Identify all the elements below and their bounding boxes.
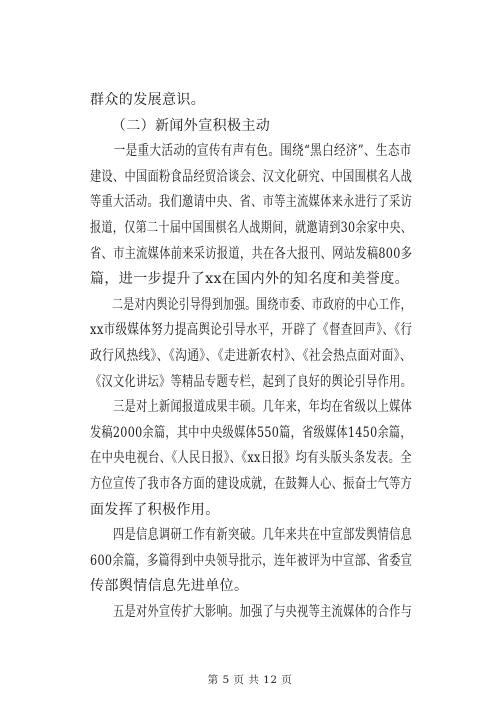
text-line: 省、市主流媒体前来采访报道，共在各大报刊、网站发稿800多 [90,245,413,262]
text-line: 三是对上新闻报道成果丰硕。几年来，年均在省级以上媒体 [90,399,413,416]
text-line: 二是对内舆论引导得到加强。围绕市委、市政府的中心工作， [90,296,412,313]
text-line: 四是信息调研工作有新突破。几年来共在中宣部发舆情信息 [90,527,413,544]
body-text [90,88,412,625]
page-footer: 第 5 页 共 12 页 [207,674,293,686]
text-line: 在中央电视台、《人民日报》、《xx日报》均有头版头条发表。全 [90,450,412,467]
text-line: 建设、中国面粉食品经贸洽谈会、汉文化研究、中国围棋名人战 [90,168,413,185]
text-line: 《汉文化讲坛》等精品专题专栏，起到了良好的舆论引导作用。 [90,373,413,390]
text-line: 政行风热线》、《沟通》、《走进新农村》、《社会热点面对面》、 [90,347,412,364]
text-line: 面发挥了积极作用。 [90,501,220,518]
text-line: 一是重大活动的宣传有声有色。围绕“黑白经济”、生态市 [90,143,412,160]
text-line: 篇，进一步提升了xx在国内外的知名度和美誉度。 [90,271,409,288]
text-line: 等重大活动。我们邀请中央、省、市等主流媒体来永进行了采访 [90,194,413,211]
text-line: 报道，仅第二十届中国围棋名人战期间，就邀请到30余家中央、 [90,219,413,236]
text-line: 发稿2000余篇，其中中央级媒体550篇，省级媒体1450余篇， [90,424,412,441]
text-line: 传部舆情信息先进单位。 [90,578,249,595]
text-line: 600余篇，多篇得到中央领导批示，连年被评为中宣部、省委宣 [90,552,413,569]
text-line: （二）新闻外宣积极主动 [90,117,271,134]
text-line: 五是对外宣传扩大影响。加强了与央视等主流媒体的合作与 [90,603,413,620]
text-line: 群众的发展意识。 [90,92,206,108]
text-line: xx市级媒体努力提高舆论引导水平，开辟了《督查回声》、《行 [90,322,413,339]
text-line: 方位宣传了我市各方面的建设成就，在鼓舞人心、振奋士气等方 [90,475,413,492]
